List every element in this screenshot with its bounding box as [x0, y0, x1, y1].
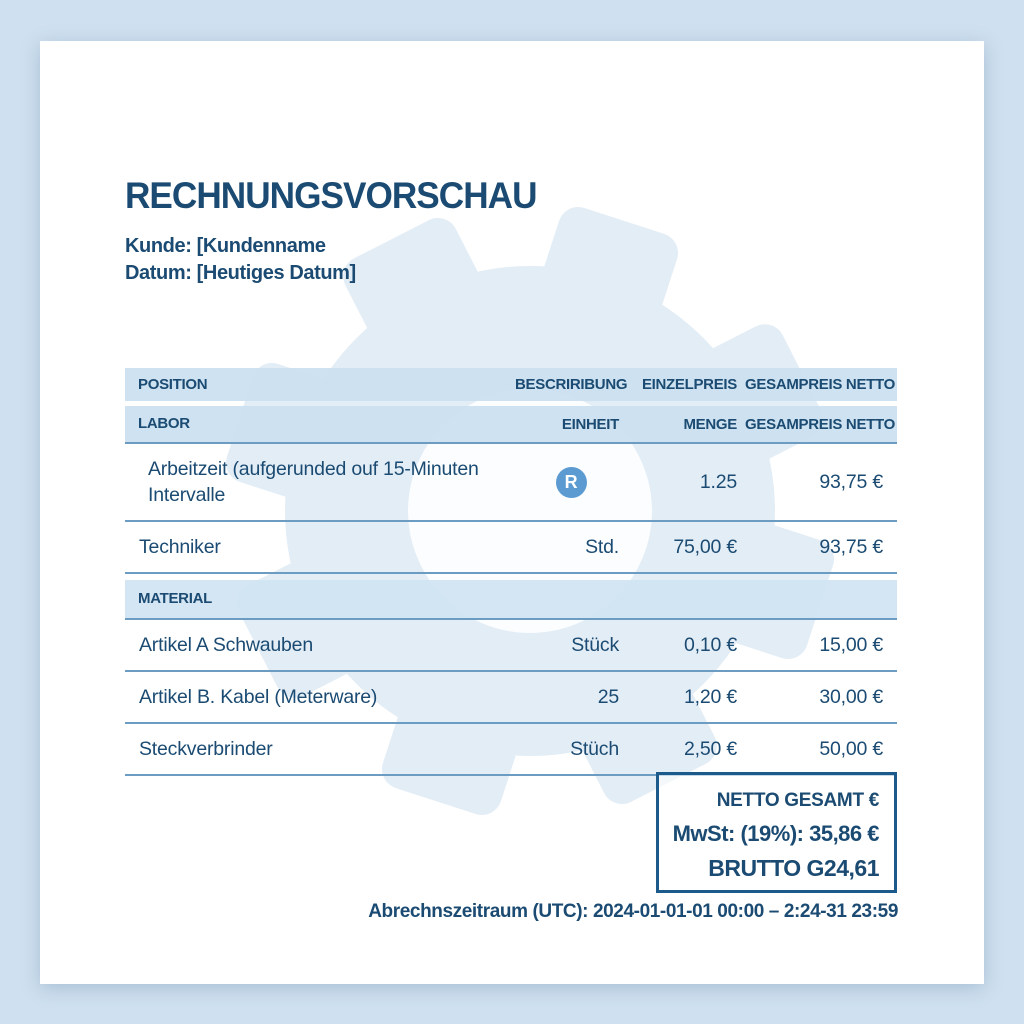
- customer-line: Kunde: [Kundenname: [125, 235, 326, 257]
- row-total: 93,75 €: [819, 470, 883, 493]
- totals-box: [656, 772, 897, 893]
- row-description: Artikel B. Kabel (Meterware): [139, 686, 378, 708]
- row-quantity: 2,50 €: [683, 737, 737, 760]
- row-total: 93,75 €: [819, 535, 883, 558]
- invoice-table: [125, 368, 897, 776]
- page-title: RECHNUNGSVORSCHAU: [125, 175, 537, 216]
- billing-period: Abrechnszeitraum (UTC): 2024-01-01-01 00:00 – 2:24-31 23:59: [368, 901, 898, 922]
- row-unit: 25: [597, 685, 619, 708]
- row-unit: Std.: [585, 535, 619, 558]
- gross-total-line: BRUTTO G24,61: [708, 855, 879, 881]
- row-quantity: 0,10 €: [683, 633, 737, 656]
- table-row-artikel-b: [125, 672, 897, 724]
- row-unit: Stüch: [570, 737, 619, 760]
- vat-line: MwSt: (19%): 35,86 €: [672, 821, 879, 846]
- row-description: Techniker: [139, 536, 221, 558]
- header-einzelpreis: EINZELPREIS: [641, 376, 737, 393]
- row-unit-cell: [515, 467, 627, 498]
- table-header-row: [125, 368, 897, 401]
- table-row-steckverbinder: [125, 724, 897, 776]
- subheader-gesamtpreis-netto: GESAMPREIS NETTO: [745, 415, 895, 433]
- table-row-techniker: [125, 522, 897, 574]
- table-subheader-row-labor: [125, 406, 897, 444]
- net-total-line: NETTO GESAMT €: [716, 790, 879, 811]
- row-description: Steckverbrinder: [139, 738, 273, 760]
- subheader-einheit: EINHEIT: [561, 415, 619, 433]
- row-total: 30,00 €: [819, 685, 883, 708]
- table-row-arbeitszeit: [125, 444, 897, 522]
- section-header-material: [125, 580, 897, 620]
- row-quantity: 75,00 €: [673, 535, 737, 558]
- row-quantity: 1,20 €: [683, 685, 737, 708]
- subheader-menge: MENGE: [683, 415, 737, 433]
- rounding-badge-icon: R: [556, 467, 587, 498]
- invoice-card: [40, 41, 984, 984]
- header-position: POSITION: [138, 375, 208, 393]
- row-total: 50,00 €: [819, 737, 883, 760]
- header-beschreibung: BESCRIRIBUNG: [515, 376, 628, 393]
- section-label-material: MATERIAL: [138, 590, 212, 607]
- row-unit: Stück: [571, 633, 619, 656]
- date-line: Datum: [Heutiges Datum]: [125, 262, 356, 284]
- invoice-meta: [125, 233, 356, 287]
- row-quantity: 1.25: [699, 470, 737, 493]
- section-label-labor: LABOR: [138, 415, 190, 432]
- row-total: 15,00 €: [819, 633, 883, 656]
- table-row-artikel-a: [125, 620, 897, 672]
- row-description: Artikel A Schwauben: [139, 634, 313, 656]
- row-description: Arbeitzeit (aufgerunded ouf 15-Minuten Intervalle: [148, 458, 479, 506]
- header-gesamtpreis-netto: GESAMPREIS NETTO: [745, 376, 895, 393]
